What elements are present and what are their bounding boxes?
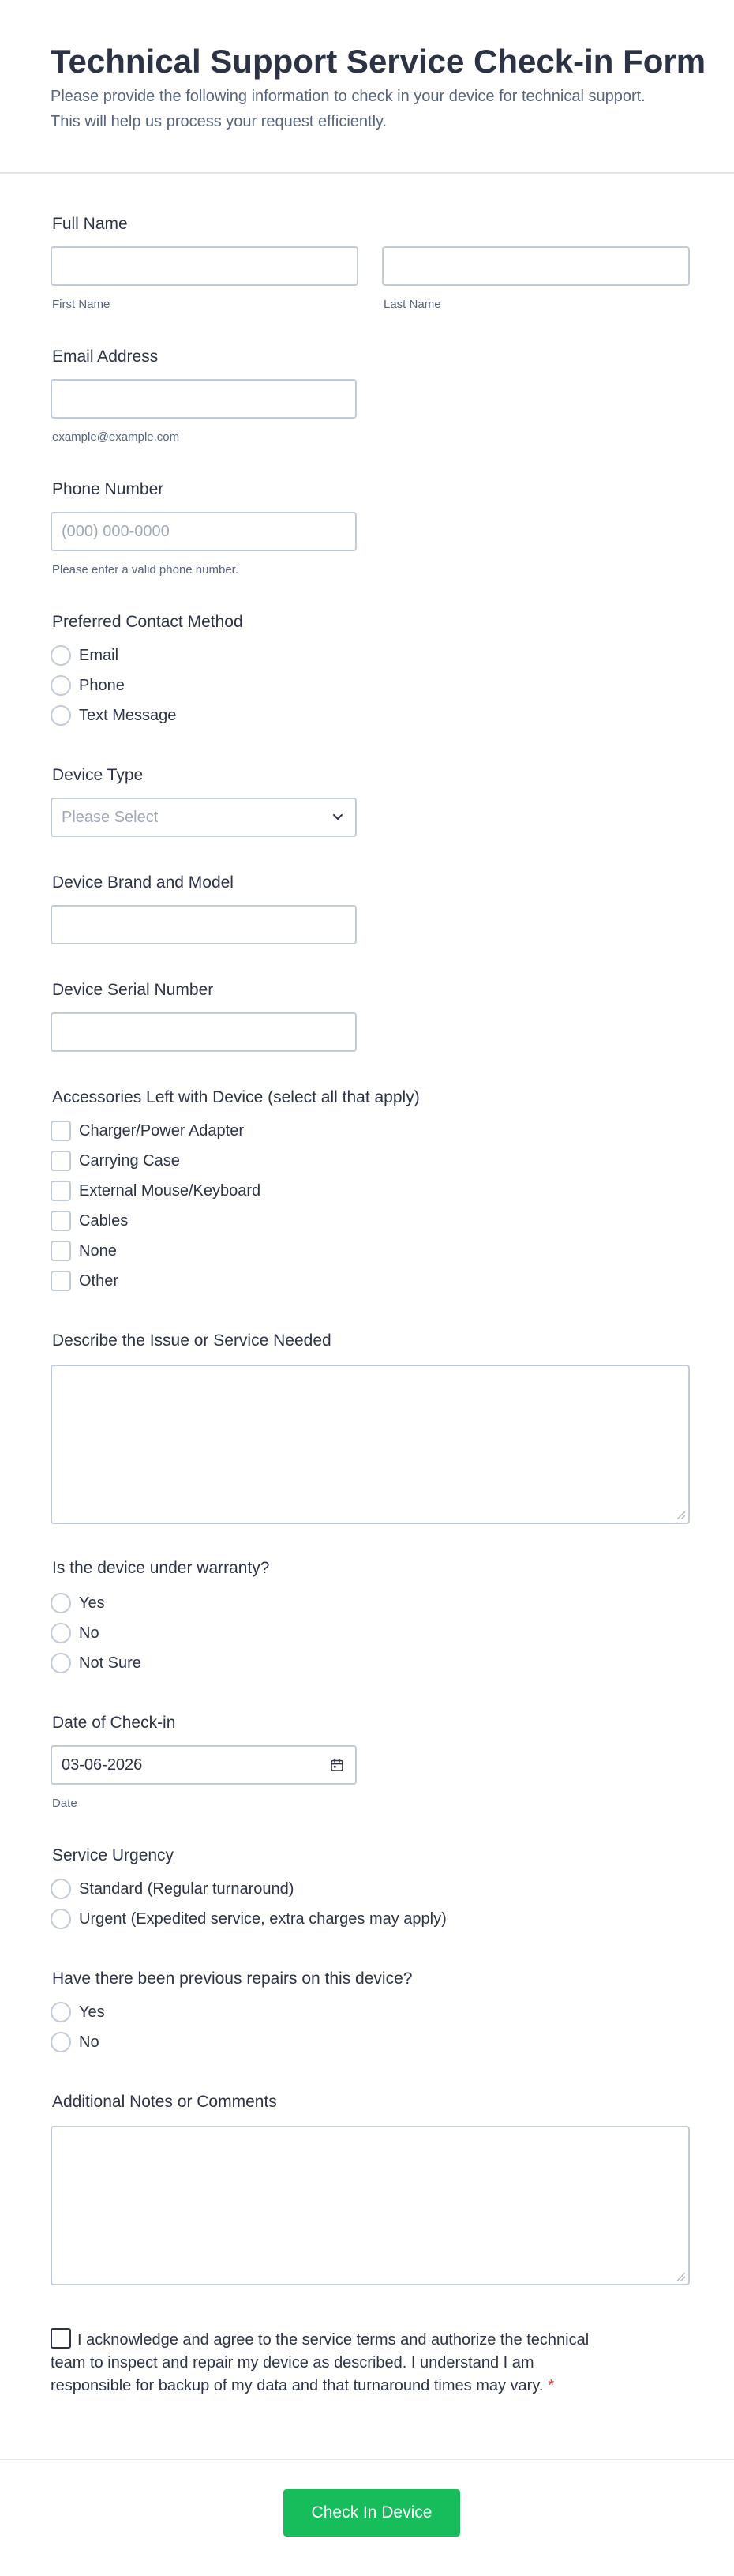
last-name-sublabel: Last Name xyxy=(384,298,441,311)
check-in-device-button[interactable]: Check In Device xyxy=(283,2489,460,2537)
calendar-icon[interactable] xyxy=(330,1758,344,1772)
radio-button[interactable] xyxy=(51,705,71,726)
option-label: Phone xyxy=(79,677,125,694)
urgency-label: Service Urgency xyxy=(52,1846,174,1864)
option-label: None xyxy=(79,1242,117,1260)
radio-button[interactable] xyxy=(51,1623,71,1643)
radio-button[interactable] xyxy=(51,675,71,696)
checkbox[interactable] xyxy=(51,1211,71,1231)
accessories-label: Accessories Left with Device (select all that apply) xyxy=(52,1088,420,1106)
resize-handle[interactable] xyxy=(677,1511,685,1519)
first-name-sublabel: First Name xyxy=(52,298,110,311)
option-label: Charger/Power Adapter xyxy=(79,1122,245,1140)
option-label: External Mouse/Keyboard xyxy=(79,1182,261,1200)
device-type-label: Device Type xyxy=(52,766,144,784)
contact-method-label: Preferred Contact Method xyxy=(52,613,243,631)
issue-textarea[interactable] xyxy=(51,1365,690,1524)
terms-text: I acknowledge and agree to the service terms and authorize the technical team to inspect and repair my device as described. I understand I am responsible for backup of my data and that turnaround times may vary. xyxy=(51,2331,590,2394)
last-name-input[interactable] xyxy=(382,246,690,286)
option-label: Email xyxy=(79,647,119,664)
brand-model-input[interactable] xyxy=(51,905,357,944)
full-name-label: Full Name xyxy=(52,215,128,233)
page-title: Technical Support Service Check-in Form xyxy=(51,43,706,80)
radio-button[interactable] xyxy=(51,2032,71,2052)
radio-button[interactable] xyxy=(51,2002,71,2022)
select-placeholder: Please Select xyxy=(62,809,159,826)
option-label: Text Message xyxy=(79,707,177,724)
phone-sublabel: Please enter a valid phone number. xyxy=(52,563,238,576)
phone-label: Phone Number xyxy=(52,480,164,498)
device-type-select[interactable] xyxy=(51,798,357,837)
serial-number-input[interactable] xyxy=(51,1012,357,1052)
date-sublabel: Date xyxy=(52,1797,77,1810)
email-sublabel: example@example.com xyxy=(52,430,180,444)
option-label: Other xyxy=(79,1272,119,1290)
checkbox[interactable] xyxy=(51,1121,71,1141)
checkbox[interactable] xyxy=(51,1151,71,1171)
checkbox[interactable] xyxy=(51,1271,71,1291)
email-input[interactable] xyxy=(51,379,357,419)
radio-button[interactable] xyxy=(51,1879,71,1899)
footer-divider xyxy=(0,2459,734,2460)
checkin-date-input[interactable] xyxy=(51,1745,357,1785)
radio-button[interactable] xyxy=(51,645,71,666)
option-label: Carrying Case xyxy=(79,1152,180,1170)
option-label: Yes xyxy=(79,2003,105,2021)
option-label: Cables xyxy=(79,1212,129,1230)
brand-model-label: Device Brand and Model xyxy=(52,873,234,892)
warranty-label: Is the device under warranty? xyxy=(52,1559,270,1577)
radio-button[interactable] xyxy=(51,1653,71,1673)
radio-button[interactable] xyxy=(51,1909,71,1929)
option-label: Not Sure xyxy=(79,1654,141,1672)
page-subtitle: Please provide the following information to check in your device for technical support. This will help us process your request efficiently. xyxy=(51,88,646,130)
checkbox[interactable] xyxy=(51,1181,71,1201)
previous-repairs-label: Have there been previous repairs on this device? xyxy=(52,1970,413,1988)
notes-textarea[interactable] xyxy=(51,2126,690,2285)
notes-label: Additional Notes or Comments xyxy=(52,2093,277,2111)
option-label: No xyxy=(79,2033,99,2051)
option-label: Standard (Regular turnaround) xyxy=(79,1880,294,1898)
date-value: 03-06-2026 xyxy=(62,1756,143,1774)
chevron-down-icon xyxy=(331,810,344,823)
email-label: Email Address xyxy=(52,347,159,366)
resize-handle[interactable] xyxy=(677,2273,685,2281)
option-label: Urgent (Expedited service, extra charges may apply) xyxy=(79,1910,447,1928)
terms-acknowledgement xyxy=(51,2328,619,2398)
terms-checkbox[interactable] xyxy=(51,2328,71,2349)
checkin-date-label: Date of Check-in xyxy=(52,1714,176,1732)
serial-number-label: Device Serial Number xyxy=(52,981,214,999)
phone-input[interactable] xyxy=(51,512,357,551)
required-mark: * xyxy=(548,2377,555,2394)
option-label: No xyxy=(79,1624,99,1642)
form-header xyxy=(0,0,734,174)
first-name-input[interactable] xyxy=(51,246,358,286)
option-label: Yes xyxy=(79,1594,105,1612)
issue-label: Describe the Issue or Service Needed xyxy=(52,1331,331,1350)
checkbox[interactable] xyxy=(51,1241,71,1261)
radio-button[interactable] xyxy=(51,1593,71,1613)
